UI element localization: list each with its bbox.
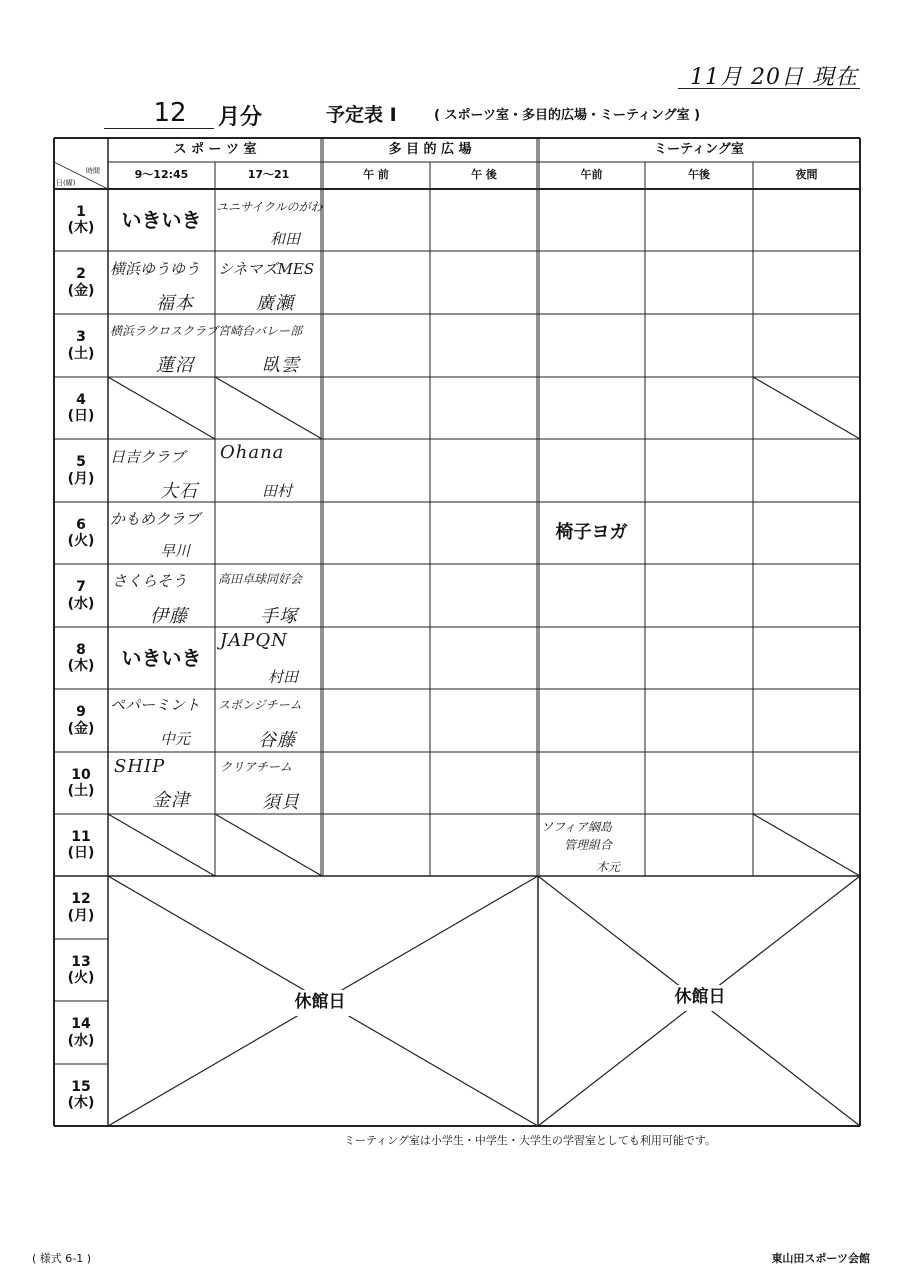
entry-d6-sports-morning-group: かもめクラブ xyxy=(110,510,201,528)
entry-d10-sports-morning-name: 金津 xyxy=(152,790,190,811)
entry-d2-sports-morning-name: 福本 xyxy=(156,293,194,314)
entry-d2-sports-evening-name: 廣瀬 xyxy=(256,293,294,314)
as-of-date: 11月 20日 現在 xyxy=(690,65,858,90)
entry-d3-sports-evening-name: 臥雲 xyxy=(262,355,300,376)
entry-d9-sports-evening-group: スポンジチーム xyxy=(218,698,302,712)
unavailable-slash xyxy=(753,377,860,439)
entry-d9-sports-morning-group: ペパーミント xyxy=(110,696,201,714)
entry-d1-sports-evening-name: 和田 xyxy=(270,230,301,248)
slot-meeting-morning: 午前 xyxy=(580,168,603,182)
entry-d8-sports-evening-group: JAPQN xyxy=(220,630,288,651)
schedule-subtitle: ( スポーツ室・多目的広場・ミーティング室 ) xyxy=(434,108,701,123)
usage-note: ミーティング室は小学生・中学生・大学生の学習室としても利用可能です。 xyxy=(343,1134,717,1147)
slot-sports-morning: 9〜12:45 xyxy=(134,168,189,182)
entry-d2-sports-morning-group: 横浜ゆうゆう xyxy=(110,260,201,278)
schedule-title: 予定表 Ⅰ xyxy=(326,104,397,126)
entry-d5-sports-morning-name: 大石 xyxy=(160,481,198,502)
entry-d8-sports-evening-name: 村田 xyxy=(268,668,299,686)
corner-date-label: 日(曜) xyxy=(56,179,76,187)
slot-plaza-afternoon: 午 後 xyxy=(471,168,497,182)
day-label: 11 (日) xyxy=(67,828,95,861)
day-label: 8 (木) xyxy=(67,641,95,674)
day-label: 6 (火) xyxy=(67,516,95,549)
unavailable-slash xyxy=(215,377,322,439)
entry-d7-sports-evening-name: 手塚 xyxy=(260,606,298,627)
entry-d5-sports-evening-group: Ohana xyxy=(220,442,285,463)
entry-d3-sports-evening-group: 宮崎台バレー部 xyxy=(218,324,303,338)
day-label: 9 (金) xyxy=(67,704,95,737)
entry-d2-sports-evening-group: シネマズMES xyxy=(218,260,315,278)
closed-label-left: 休館日 xyxy=(280,990,360,1016)
day-label: 7 (水) xyxy=(67,579,95,612)
day-label: 2 (金) xyxy=(67,266,95,299)
entry-d10-sports-evening-name: 須貝 xyxy=(262,792,300,813)
slot-plaza-morning: 午 前 xyxy=(363,168,389,182)
entry-d6-meeting-morning: 椅子ヨガ xyxy=(555,521,628,543)
unavailable-slash xyxy=(108,377,215,439)
entry-d7-sports-morning-group: さくらそう xyxy=(112,572,188,590)
unavailable-slash xyxy=(215,814,322,876)
day-label: 12 (月) xyxy=(67,891,95,924)
slot-meeting-afternoon: 午後 xyxy=(688,168,710,182)
month-number: 12 xyxy=(153,98,187,128)
entry-d5-sports-morning-group: 日吉クラブ xyxy=(110,448,186,466)
header-plaza: 多 目 的 広 場 xyxy=(388,141,472,157)
day-label: 14 (水) xyxy=(67,1016,95,1049)
entry-d5-sports-evening-name: 田村 xyxy=(262,482,293,500)
header-meeting-room: ミーティング室 xyxy=(654,141,744,157)
slot-sports-evening: 17〜21 xyxy=(247,168,290,182)
unavailable-slash xyxy=(753,814,860,876)
day-label: 10 (土) xyxy=(67,766,95,799)
entry-d3-sports-morning-name: 蓮沼 xyxy=(156,355,194,376)
entry-d10-sports-morning-group: SHIP xyxy=(114,756,166,777)
day-label: 4 (日) xyxy=(67,391,95,424)
entry-d11-meeting-group-2: 管理組合 xyxy=(564,838,613,852)
entry-d7-sports-morning-name: 伊藤 xyxy=(150,606,188,627)
month-suffix: 月分 xyxy=(218,105,263,130)
day-label: 5 (月) xyxy=(67,454,95,487)
header-sports-room: ス ポ ー ツ 室 xyxy=(173,141,257,157)
facility-name: 東山田スポーツ会館 xyxy=(771,1252,870,1265)
entry-d1-sports-evening-group: ユニサイクルのがわ xyxy=(216,200,323,214)
slot-meeting-night: 夜間 xyxy=(795,168,818,182)
entry-d11-meeting-group-1: ソフィア綱島 xyxy=(541,820,613,834)
entry-d9-sports-evening-name: 谷藤 xyxy=(258,730,296,751)
entry-d3-sports-morning-group: 横浜ラクロスクラブ xyxy=(110,324,219,338)
unavailable-slash xyxy=(108,814,215,876)
entry-d9-sports-morning-name: 中元 xyxy=(160,730,191,748)
day-label: 13 (火) xyxy=(67,953,95,986)
form-number: ( 様式 6-1 ) xyxy=(32,1252,92,1265)
closed-label-right: 休館日 xyxy=(660,985,740,1011)
day-label: 1 (木) xyxy=(67,203,95,236)
entry-d6-sports-morning-name: 早川 xyxy=(160,542,191,560)
entry-d11-meeting-name: 木元 xyxy=(596,860,621,874)
corner-time-label: 時間 xyxy=(86,167,100,175)
day-label: 3 (土) xyxy=(67,329,95,362)
entry-d1-sports-morning: いきいき xyxy=(121,207,202,232)
entry-d10-sports-evening-group: クリアチーム xyxy=(220,760,293,774)
day-label: 15 (木) xyxy=(67,1078,95,1111)
entry-d8-sports-morning: いきいき xyxy=(121,645,202,670)
entry-d7-sports-evening-group: 高田卓球同好会 xyxy=(218,572,303,586)
